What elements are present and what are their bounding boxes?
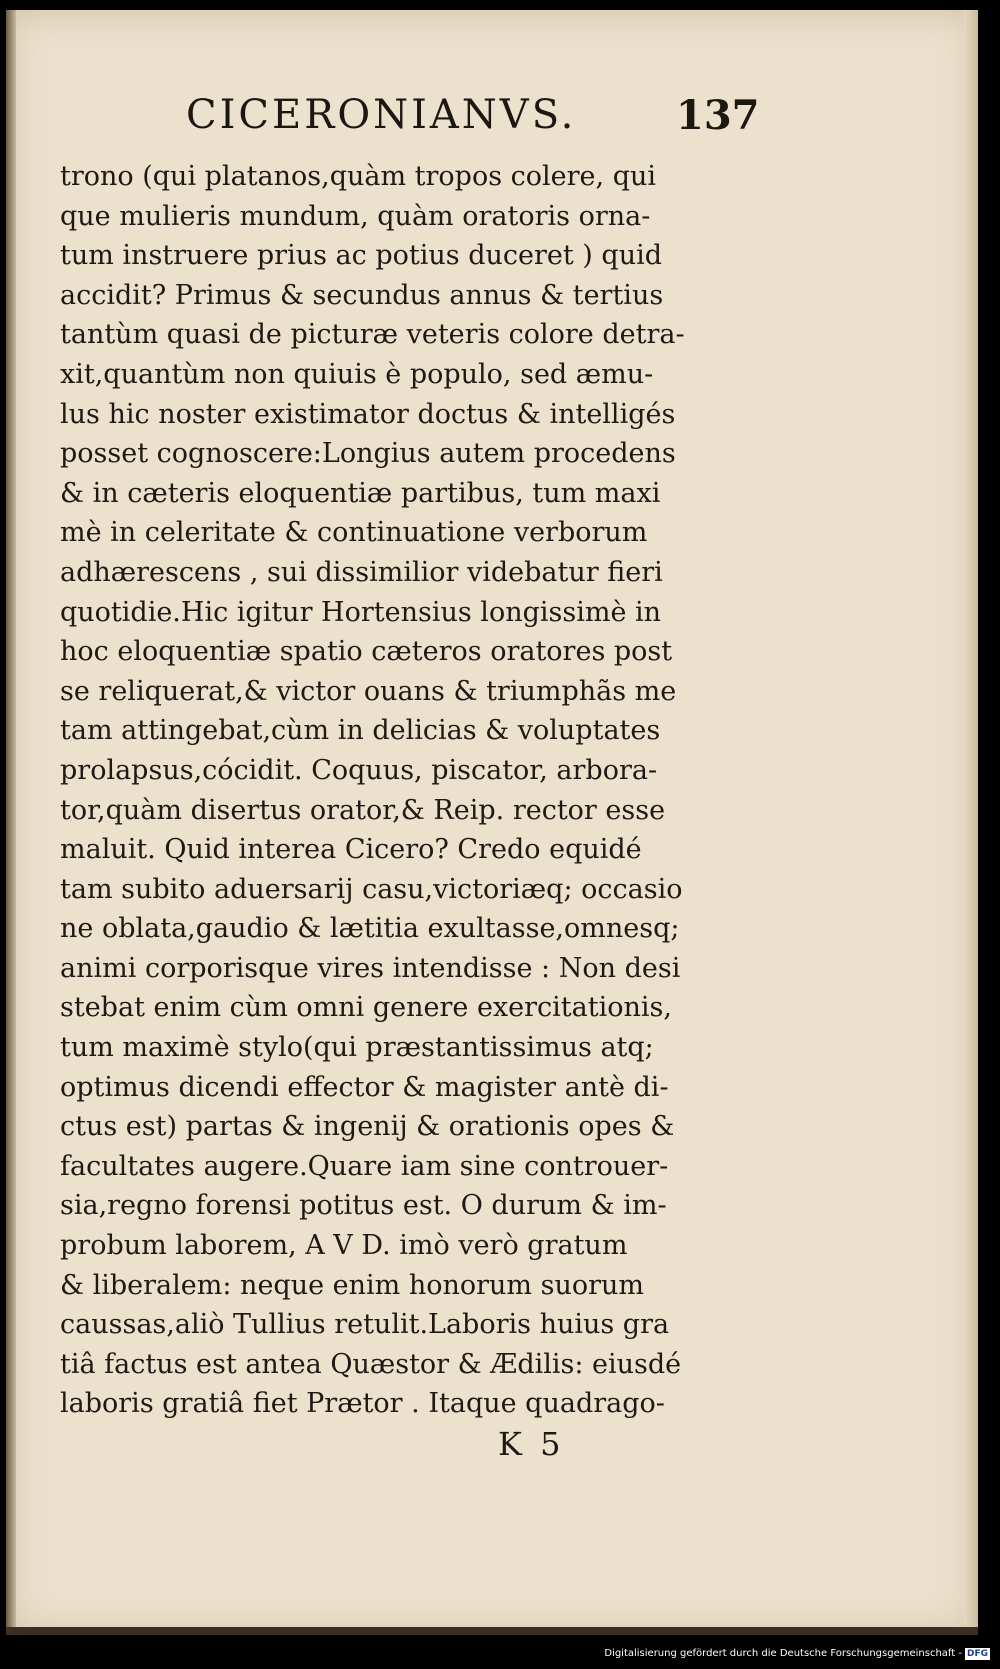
text-line: quotidie.Hic igitur Hortensius longissimè in <box>60 596 662 628</box>
text-line: tam subito aduersarij casu,victoriæq; occasio <box>60 873 683 905</box>
text-line: & liberalem: neque enim honorum suorum <box>60 1269 645 1301</box>
text-line: sia,regno forensi potitus est. O durum & im- <box>60 1190 667 1222</box>
text-line: xit,quantùm non quiuis è populo, sed æmu- <box>60 358 654 390</box>
text-line: lus hic noster existimator doctus & intelligés <box>60 398 676 430</box>
text-line: hoc eloquentiæ spatio cæteros oratores post <box>60 636 673 668</box>
text-line: facultates augere.Quare iam sine controuer- <box>60 1150 669 1182</box>
running-head: CICERONIANVS. <box>186 92 577 138</box>
text-line: tum maximè stylo(qui præstantissimus atq; <box>60 1032 654 1064</box>
signature-mark: K 5 <box>498 1425 565 1463</box>
text-line: probum laborem, A V D. imò verò gratum <box>60 1230 628 1262</box>
text-line: optimus dicendi effector & magister antè di- <box>60 1071 669 1103</box>
text-line: se reliquerat,& victor ouans & triumphãs me <box>60 675 677 707</box>
text-line: animi corporisque vires intendisse : Non desi <box>60 952 681 984</box>
dfg-logo: DFG <box>966 1649 988 1659</box>
text-line: posset cognoscere:Longius autem procedens <box>60 438 676 470</box>
text-line: tor,quàm disertus orator,& Reip. rector esse <box>60 794 666 826</box>
text-line: tantùm quasi de picturæ veteris colore detra- <box>60 319 685 351</box>
text-line: stebat enim cùm omni genere exercitationis, <box>60 992 672 1024</box>
text-line: ctus est) partas & ingenij & orationis opes & <box>60 1111 675 1143</box>
text-line: prolapsus,cócidit. Coquus, piscator, arbora- <box>60 754 658 786</box>
text-line: tum instruere prius ac potius duceret ) quid <box>60 240 663 272</box>
text-line: trono (qui platanos,quàm tropos colere, qui <box>60 161 657 192</box>
text-line: ne oblata,gaudio & lætitia exultasse,omnesq; <box>60 913 680 945</box>
text-line: accidit? Primus & secundus annus & tertius <box>60 279 664 311</box>
text-line: maluit. Quid interea Cicero? Credo equidé <box>60 834 642 866</box>
page-gutter <box>6 10 16 1635</box>
text-line: que mulieris mundum, quàm oratoris orna- <box>60 200 651 232</box>
text-line: adhærescens , sui dissimilior videbatur fieri <box>60 556 663 588</box>
page-edge <box>964 10 978 1635</box>
credit-text: Digitalisierung gefördert durch die Deutsche Forschungsgemeinschaft - <box>604 1648 962 1659</box>
body-text <box>60 157 750 1424</box>
text-line: tiâ factus est antea Quæstor & Ædilis: eiusdé <box>60 1348 682 1380</box>
text-line: & in cæteris eloquentiæ partibus, tum maxi <box>60 477 661 509</box>
text-line: tam attingebat,cùm in delicias & voluptates <box>60 715 661 747</box>
text-line: laboris gratiâ fiet Prætor . Itaque quadrago- <box>60 1388 665 1420</box>
page-bottom-band <box>6 1627 978 1635</box>
text-line: mè in celeritate & continuatione verborum <box>60 517 648 549</box>
page-header <box>6 92 978 152</box>
digitization-credit <box>604 1648 990 1660</box>
page-number: 137 <box>676 92 760 139</box>
book-page <box>6 10 978 1635</box>
text-line: caussas,aliò Tullius retulit.Laboris huius gra <box>60 1309 670 1341</box>
